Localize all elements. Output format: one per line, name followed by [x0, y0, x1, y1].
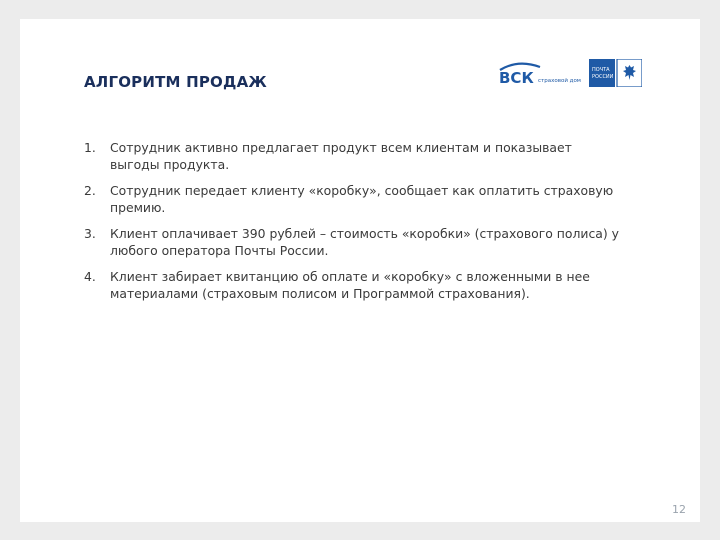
list-item-number: 2.	[84, 183, 96, 198]
pochta-logo-line2: РОССИИ	[592, 74, 614, 80]
list-item-text: Сотрудник передает клиенту «коробку», сообщает как оплатить страховую премию.	[110, 183, 614, 215]
slide	[20, 19, 700, 522]
list-item-number: 1.	[84, 140, 96, 155]
vsk-logo-text: ВСК	[499, 69, 534, 87]
list-item	[84, 268, 624, 302]
pochta-logo-line1: ПОЧТА	[592, 67, 610, 73]
list-item-text: Клиент забирает квитанцию об оплате и «коробку» с вложенными в нее материалами (страховым полисом и Программой страхования).	[110, 269, 590, 301]
list-item	[84, 139, 624, 173]
list-item-number: 4.	[84, 269, 96, 284]
list-item	[84, 225, 624, 259]
list-item-number: 3.	[84, 226, 96, 241]
logos	[496, 57, 646, 89]
vsk-logo-tagline: страховой дом	[538, 78, 581, 84]
list-item-text: Клиент оплачивает 390 рублей – стоимость «коробки» (страхового полиса) у любого оператора Почты России.	[110, 226, 619, 258]
list-item	[84, 182, 624, 216]
slide-title: АЛГОРИТМ ПРОДАЖ	[84, 73, 267, 91]
page-number: 12	[672, 503, 686, 516]
list-item-text: Сотрудник активно предлагает продукт всем клиентам и показывает выгоды продукта.	[110, 140, 572, 172]
sales-algorithm-list	[84, 139, 624, 311]
pochta-logo	[589, 59, 642, 87]
vsk-logo	[496, 61, 581, 87]
